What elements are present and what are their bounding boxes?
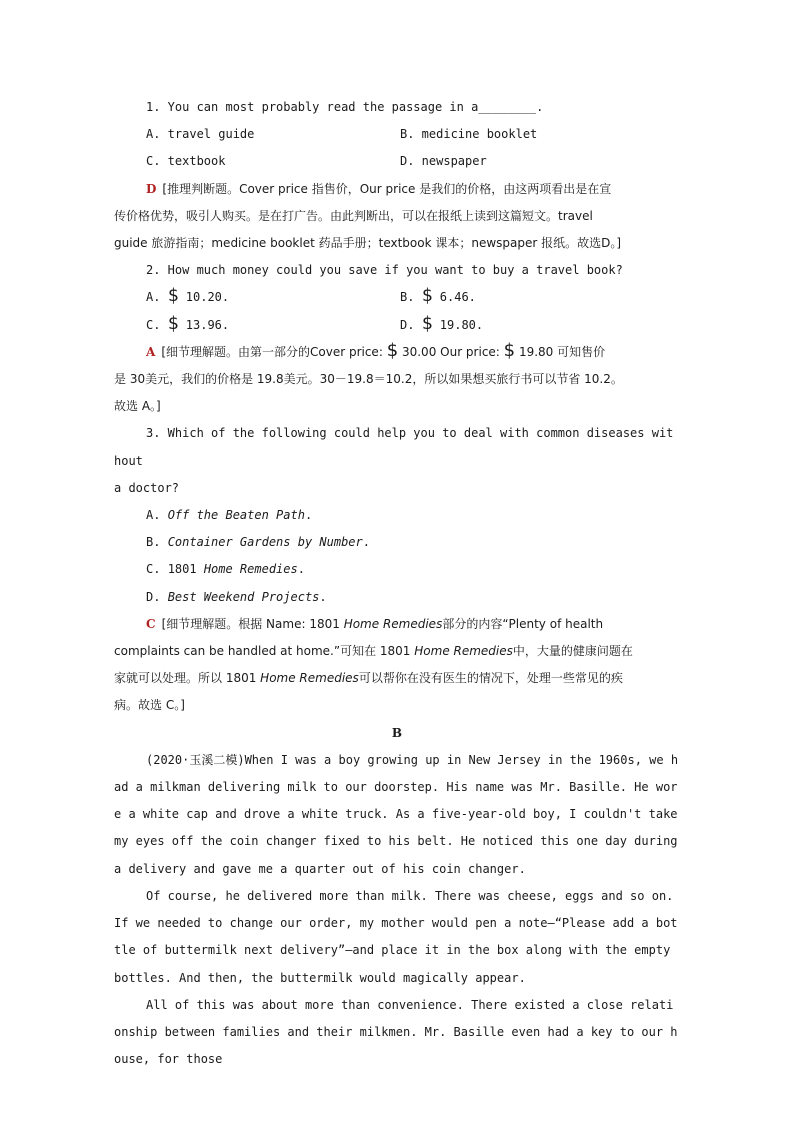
- option-value: 19.80.: [439, 317, 484, 332]
- question-3-stem-line-1: 3. Which of the following could help you to deal with common diseases without: [114, 426, 674, 468]
- question-2-option-a: [146, 284, 400, 311]
- explanation-text: 家就可以处理。所以 1801: [114, 671, 261, 686]
- dollar-sign: $: [167, 312, 179, 334]
- option-title: Home Remedies: [203, 562, 298, 577]
- dollar-sign: $: [421, 312, 433, 334]
- option-label: C.: [146, 562, 161, 577]
- section-b-heading: B: [391, 725, 403, 740]
- question-3-explanation-line-2: [114, 638, 680, 665]
- explanation-text: 19.80 可知售价: [518, 344, 606, 359]
- question-1-explanation-line-3: guide 旅游指南；medicine booklet 药品手册；textbook 课本；newspaper 报纸。故选D。]: [114, 236, 622, 251]
- option-label: B.: [146, 535, 161, 550]
- question-1-answer: D: [146, 181, 157, 196]
- question-2-explanation-line-3: 故选 A。]: [114, 399, 161, 414]
- dollar-sign: $: [386, 339, 399, 361]
- option-label: B.: [400, 290, 415, 305]
- dollar-sign: $: [503, 339, 516, 361]
- section-b-paragraph-3: All of this was about more than convenience. There existed a close relationship between families and their milkmen. Mr. Basille even had a key to our house, for those: [114, 997, 678, 1067]
- question-1-option-c: C. textbook: [146, 154, 226, 169]
- question-1-option-a: A. travel guide: [146, 127, 255, 142]
- question-3-option-d: [114, 584, 680, 611]
- explanation-text: 部分的内容“Plenty of health: [442, 616, 604, 631]
- question-2-options-row-1: [114, 284, 680, 311]
- option-title: Container Gardens by Number: [167, 535, 363, 550]
- explanation-title: Home Remedies: [260, 671, 359, 686]
- explanation-text: 中，大量的健康问题在: [512, 644, 633, 659]
- explanation-text: complaints can be handled at home.”可知在 1801: [114, 644, 415, 659]
- question-1-explanation-line-1: [114, 176, 680, 203]
- option-label: A.: [146, 508, 161, 523]
- option-value: 10.20.: [185, 290, 230, 305]
- question-2-option-b: [400, 284, 654, 311]
- question-2-options-row-2: [114, 312, 680, 339]
- question-2-stem: 2. How much money could you save if you want to buy a travel book?: [146, 263, 623, 278]
- dollar-sign: $: [167, 285, 179, 307]
- option-suffix: .: [319, 589, 327, 604]
- question-3-explanation-line-3: [114, 665, 680, 692]
- question-1-options-row-2: [114, 148, 680, 175]
- question-2-option-d: [400, 312, 654, 339]
- question-3-option-c: [114, 556, 680, 583]
- dollar-sign: $: [421, 285, 433, 307]
- option-value: 13.96.: [185, 317, 230, 332]
- explanation-text: [细节理解题。由第一部分的Cover price:: [161, 344, 383, 359]
- section-b-paragraph-1: (2020·玉溪二模)When I was a boy growing up in New Jersey in the 1960s, we had a milkman delivering milk to our doorstep. His name was Mr. Basille. He wore a white cap and drove a white truck. As a five-year-old boy, I couldn't take my eyes off the coin changer fixed to his belt. He noticed this one day during a delivery and gave me a quarter out of his coin changer.: [114, 752, 679, 876]
- explanation-title: Home Remedies: [414, 644, 513, 659]
- option-title: Best Weekend Projects: [167, 589, 320, 604]
- option-label: A.: [146, 290, 161, 305]
- question-2-explanation-line-2: 是 30美元，我们的价格是 19.8美元。30－19.8＝10.2，所以如果想买旅行书可以节省 10.2。: [114, 372, 623, 387]
- question-1-explanation-text-1: [推理判断题。Cover price 指售价，Our price 是我们的价格，由这两项看出是在宣: [162, 181, 612, 196]
- explanation-text: 30.00 Our price:: [401, 344, 500, 359]
- question-1-option-b: B. medicine booklet: [400, 127, 538, 142]
- question-3-explanation-line-1: [114, 611, 680, 638]
- option-suffix: .: [297, 562, 305, 577]
- option-title: Off the Beaten Path: [167, 508, 305, 523]
- question-1-options-row-1: [114, 121, 680, 148]
- question-3-explanation-line-4: 病。故选 C。]: [114, 698, 185, 713]
- option-value: 6.46.: [439, 290, 476, 305]
- explanation-text: [细节理解题。根据 Name: 1801: [161, 616, 344, 631]
- question-3-answer: C: [146, 616, 156, 631]
- question-1-option-d: D. newspaper: [400, 154, 487, 169]
- option-label: D.: [146, 589, 161, 604]
- option-prefix: 1801: [167, 562, 204, 577]
- question-3-stem-line-2: a doctor?: [114, 480, 180, 495]
- option-suffix: .: [304, 508, 313, 523]
- question-2-answer: A: [146, 344, 156, 359]
- question-3-option-a: [114, 502, 680, 529]
- question-1-explanation-line-2: 传价格优势，吸引人购买。是在打广告。由此判断出，可以在报纸上读到这篇短文。travel: [114, 208, 593, 223]
- question-1-stem: 1. You can most probably read the passage in a________.: [146, 100, 544, 114]
- option-suffix: .: [362, 535, 370, 550]
- option-label: D.: [400, 317, 415, 332]
- explanation-title: Home Remedies: [343, 616, 443, 631]
- document-content: [114, 94, 680, 1073]
- explanation-text: 可以帮你在没有医生的情况下，处理一些常见的疾: [358, 671, 623, 686]
- question-3-option-b: [114, 529, 680, 556]
- option-label: C.: [146, 317, 161, 332]
- question-2-option-c: [146, 312, 400, 339]
- section-b-paragraph-2: Of course, he delivered more than milk. There was cheese, eggs and so on. If we needed to change our order, my mother would pen a note—“Please add a bottle of buttermilk next delivery”—and place it in the box along with the empty bottles. And then, the buttermilk would magically appear.: [114, 888, 678, 985]
- question-2-explanation-line-1: [114, 339, 680, 366]
